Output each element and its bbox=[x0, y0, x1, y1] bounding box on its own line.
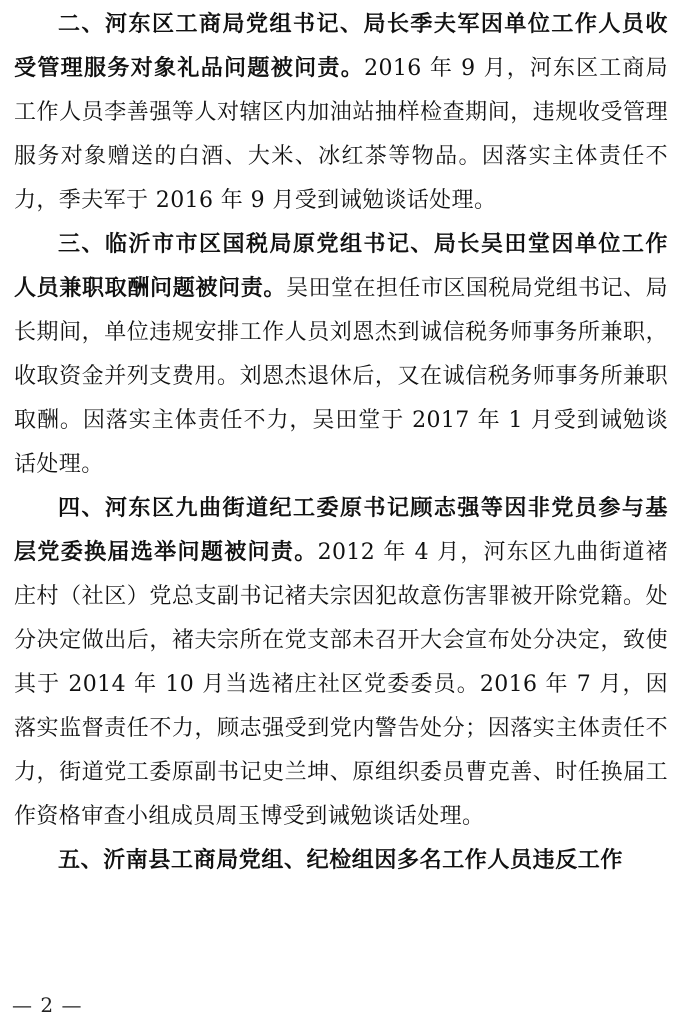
paragraph-5 bbox=[14, 839, 668, 883]
paragraph-body: 2016 年 9 月，河东区工商局工作人员李善强等人对辖区内加油站抽样检查期间，违规收受管理服务对象赠送的白酒、大米、冰红茶等物品。因落实主体责任不力，季夫军于 2016 年 9 月受到诫勉谈话处理。 bbox=[14, 56, 668, 213]
paragraph-3 bbox=[14, 223, 668, 487]
paragraph-heading: 五、沂南县工商局党组、纪检组因多名工作人员违反工作 bbox=[58, 848, 624, 873]
document-body bbox=[14, 3, 668, 883]
paragraph-heading: 二、河东区工商局党组书记、局长季夫军因单位工作人员收受管理服务对象礼品问题被问责。 bbox=[14, 12, 668, 81]
paragraph-body: 吴田堂在担任市区国税局党组书记、局长期间，单位违规安排工作人员刘恩杰到诚信税务师事务所兼职，收取资金并列支费用。刘恩杰退休后，又在诚信税务师事务所兼职取酬。因落实主体责任不力，吴田堂于 2017 年 1 月受到诫勉谈话处理。 bbox=[14, 276, 668, 477]
paragraph-heading: 四、河东区九曲街道纪工委原书记顾志强等因非党员参与基层党委换届选举问题被问责。 bbox=[14, 496, 668, 565]
paragraph-body: 2012 年 4 月，河东区九曲街道褚庄村（社区）党总支副书记褚夫宗因犯故意伤害罪被开除党籍。处分决定做出后，褚夫宗所在党支部未召开大会宣布处分决定，致使其于 2014 年 10 月当选褚庄社区党委委员。2016 年 7 月，因落实监督责任不力，顾志强受到党内警告处分；因落实主体责任不力，街道党工委原副书记史兰坤、原组织委员曹克善、时任换届工作资格审查小组成员周玉博受到诫勉谈话处理。 bbox=[14, 540, 668, 829]
paragraph-heading: 三、临沂市市区国税局原党组书记、局长吴田堂因单位工作人员兼职取酬问题被问责。 bbox=[14, 232, 668, 301]
page-number: — 2 — bbox=[12, 993, 83, 1017]
paragraph-2 bbox=[14, 3, 668, 223]
paragraph-4 bbox=[14, 487, 668, 839]
